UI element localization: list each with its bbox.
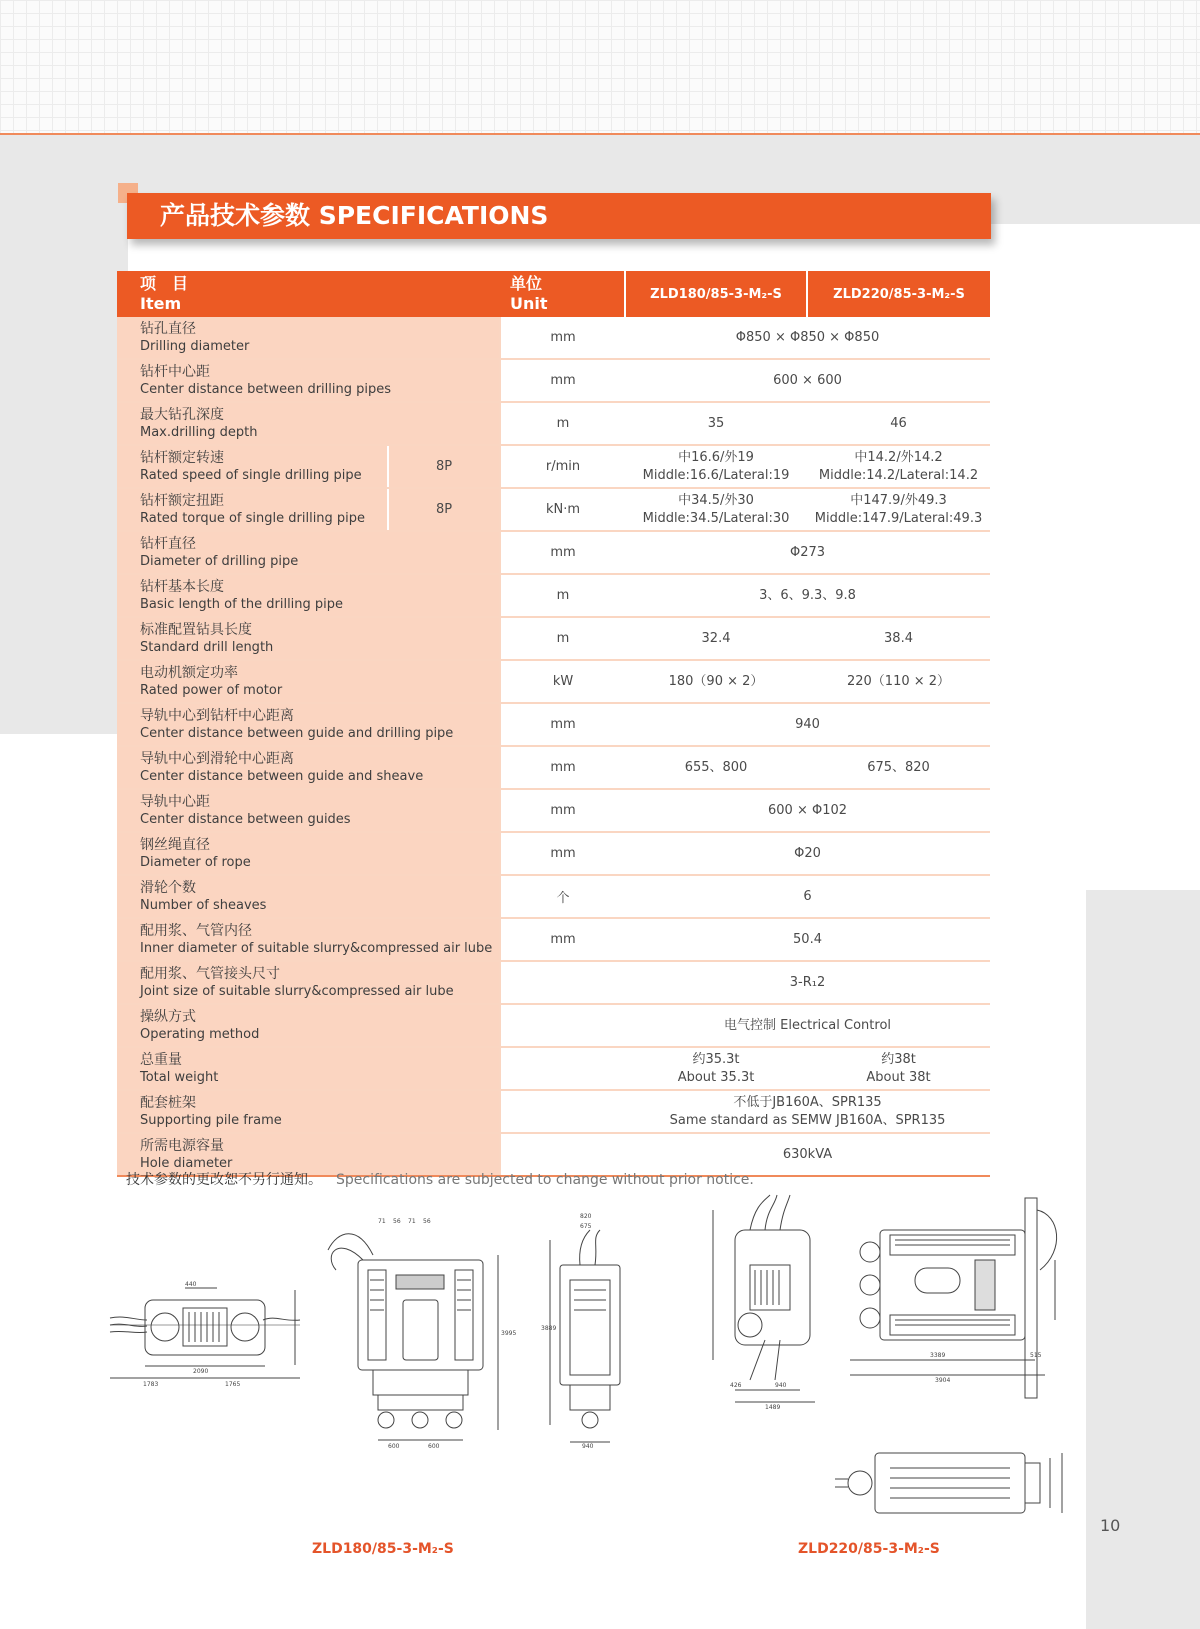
- row-unit: mm: [500, 317, 625, 359]
- row-value-line1: 中147.9/外49.3: [850, 492, 947, 508]
- row-label-cn: 所需电源容量: [140, 1137, 224, 1154]
- row-value-model-1: 32.4: [625, 617, 807, 660]
- drawing-zld180-front-view: [318, 1215, 517, 1455]
- row-value: 6: [625, 875, 990, 918]
- row-label: [117, 574, 500, 617]
- dim-d2-top-a: 71: [378, 1218, 386, 1225]
- row-unit: [500, 1090, 625, 1133]
- row-value: 940: [625, 703, 990, 746]
- dim-d2-side: 3995: [501, 1330, 517, 1337]
- row-label-cn: 最大钻孔深度: [140, 406, 224, 423]
- table-row: [117, 574, 990, 617]
- dim-d2-top-d: 56: [423, 1218, 431, 1225]
- row-value-model-2: [807, 488, 990, 531]
- table-row: [117, 1047, 990, 1090]
- row-unit: mm: [500, 359, 625, 402]
- row-value-model-2: 675、820: [807, 746, 990, 789]
- table-row: [117, 918, 990, 961]
- dim-d3-bottom: 940: [582, 1443, 594, 1450]
- caption-zld180: ZLD180/85-3-M₂-S: [312, 1541, 454, 1557]
- row-value: Φ850 × Φ850 × Φ850: [625, 317, 990, 359]
- row-value-model-1: [625, 1047, 807, 1090]
- row-label-en: Inner diameter of suitable slurry&compressed air lube: [140, 940, 493, 956]
- row-label: [117, 359, 500, 402]
- header-unit: [500, 271, 625, 317]
- row-value: 3-R₁2: [625, 961, 990, 1004]
- row-value-line1: 不低于JB160A、SPR135: [733, 1094, 882, 1110]
- row-unit: mm: [500, 832, 625, 875]
- row-label-cn: 配用浆、气管接头尺寸: [140, 965, 280, 982]
- row-label-cn: 配用浆、气管内径: [140, 922, 252, 939]
- row-label-cn: 总重量: [140, 1051, 182, 1068]
- row-label: [117, 1047, 500, 1090]
- row-unit: m: [500, 402, 625, 445]
- row-label-en: Operating method: [140, 1026, 260, 1042]
- row-value-model-1: 35: [625, 402, 807, 445]
- row-value-model-1: 655、800: [625, 746, 807, 789]
- row-value: 50.4: [625, 918, 990, 961]
- row-label-en: Joint size of suitable slurry&compressed air lube: [140, 983, 454, 999]
- row-label-en: Drilling diameter: [140, 338, 250, 354]
- table-row: [117, 789, 990, 832]
- row-label-cn: 钻杆额定扭距: [140, 492, 224, 509]
- row-value: 600 × Φ102: [625, 789, 990, 832]
- dim-d2-top-b: 56: [393, 1218, 401, 1225]
- row-unit: m: [500, 574, 625, 617]
- row-value-line2: About 35.3t: [677, 1069, 755, 1085]
- row-label-en: Diameter of rope: [140, 854, 251, 870]
- specifications-table: [117, 271, 990, 1177]
- section-title: 产品技术参数 SPECIFICATIONS: [127, 193, 991, 239]
- dim-d4-b: 940: [775, 1382, 787, 1389]
- row-label-cn: 钻杆额定转速: [140, 449, 224, 466]
- row-unit: m: [500, 617, 625, 660]
- dim-d5-a: 3389: [930, 1352, 946, 1359]
- dim-d2-bottom-a: 600: [388, 1443, 400, 1450]
- row-label-cn: 钻杆直径: [140, 535, 196, 552]
- table-row: [117, 402, 990, 445]
- row-label-en: Supporting pile frame: [140, 1112, 282, 1128]
- row-label-en: Rated speed of single drilling pipe: [140, 467, 362, 483]
- row-label-cn: 标准配置钻具长度: [140, 621, 252, 638]
- drawing-zld180-top-view: [105, 1270, 310, 1400]
- row-value-line1: 约38t: [881, 1051, 916, 1067]
- row-value: 电气控制 Electrical Control: [625, 1004, 990, 1047]
- row-unit: mm: [500, 918, 625, 961]
- row-label-en: Center distance between drilling pipes: [140, 381, 392, 397]
- grid-background: [0, 0, 1200, 133]
- row-value-model-1: [625, 488, 807, 531]
- row-unit: mm: [500, 703, 625, 746]
- row-label-en: Diameter of drilling pipe: [140, 553, 299, 569]
- row-label-en: Total weight: [140, 1069, 219, 1085]
- notice-cn: 技术参数的更改恕不另行通知。: [126, 1172, 322, 1188]
- row-label: [117, 660, 500, 703]
- header-unit-cn: 单位: [510, 274, 543, 293]
- row-value-model-2: 38.4: [807, 617, 990, 660]
- row-value: 3、6、9.3、9.8: [625, 574, 990, 617]
- dim-d1-bottom-a: 1783: [143, 1381, 159, 1388]
- caption-zld220: ZLD220/85-3-M₂-S: [798, 1541, 940, 1557]
- drawing-zld220-front-view: [835, 1190, 1065, 1415]
- table-row: [117, 1090, 990, 1133]
- row-label-en: Basic length of the drilling pipe: [140, 596, 344, 612]
- dim-d5-b: 515: [1030, 1352, 1042, 1359]
- row-value-line1: 中16.6/外19: [678, 449, 754, 465]
- row-value-line1: 约35.3t: [692, 1051, 740, 1067]
- dim-d2-top-c: 71: [408, 1218, 416, 1225]
- notice-en: Specifications are subjected to change without prior notice.: [336, 1172, 754, 1188]
- dim-d3-top: 820: [580, 1213, 592, 1220]
- row-unit: [500, 1004, 625, 1047]
- header-item-en: Item: [140, 294, 182, 313]
- header-model-1: ZLD180/85-3-M₂-S: [625, 271, 807, 317]
- row-label: [117, 875, 500, 918]
- row-value-model-1: 180（90 × 2）: [625, 660, 807, 703]
- header-item: [117, 271, 500, 317]
- header-unit-en: Unit: [510, 294, 548, 313]
- row-label-en: Center distance between guide and drilling pipe: [140, 725, 454, 741]
- row-value-line2: Middle:14.2/Lateral:14.2: [818, 467, 979, 483]
- row-label-cn: 钻杆基本长度: [140, 578, 224, 595]
- row-value-model-2: [807, 445, 990, 488]
- row-unit: [500, 961, 625, 1004]
- row-label: [117, 961, 500, 1004]
- row-unit: r/min: [500, 445, 625, 488]
- table-row: [117, 359, 990, 402]
- table-row: [117, 1004, 990, 1047]
- row-label: [117, 832, 500, 875]
- row-unit: mm: [500, 746, 625, 789]
- row-label-cn: 电动机额定功率: [140, 664, 238, 681]
- dim-d1-mid: 2090: [193, 1368, 209, 1375]
- row-label: [117, 617, 500, 660]
- dim-d3-side: 3889: [541, 1325, 557, 1332]
- table-row: [117, 617, 990, 660]
- row-label-cn: 导轨中心到滑轮中心距离: [140, 750, 294, 767]
- dim-d1-top: 440: [185, 1281, 197, 1288]
- row-label-cn: 操纵方式: [140, 1008, 196, 1025]
- page-number: 10: [1100, 1516, 1121, 1535]
- dim-d2-bottom-b: 600: [428, 1443, 440, 1450]
- drawing-zld220-side-view: [705, 1190, 835, 1410]
- row-label: [117, 1090, 500, 1133]
- table-row: [117, 531, 990, 574]
- table-row: [117, 488, 990, 531]
- row-value-model-1: [625, 445, 807, 488]
- row-label-cn: 导轨中心到钻杆中心距离: [140, 707, 294, 724]
- row-label: [117, 918, 500, 961]
- row-value-model-2: [807, 1047, 990, 1090]
- table-row: [117, 832, 990, 875]
- table-row: [117, 746, 990, 789]
- row-value-line2: Middle:16.6/Lateral:19: [642, 467, 790, 483]
- table-row: [117, 875, 990, 918]
- table-row: [117, 703, 990, 746]
- dim-d4-a: 426: [730, 1382, 742, 1389]
- row-label-en: Number of sheaves: [140, 897, 267, 913]
- table-row: [117, 660, 990, 703]
- row-label-cn: 钻孔直径: [140, 320, 196, 337]
- row-value-line2: Middle:34.5/Lateral:30: [642, 510, 790, 526]
- row-value-line2: Middle:147.9/Lateral:49.3: [814, 510, 983, 526]
- table-row: [117, 445, 990, 488]
- row-unit: kW: [500, 660, 625, 703]
- header-model-2: ZLD220/85-3-M₂-S: [807, 271, 990, 317]
- row-value: Φ273: [625, 531, 990, 574]
- row-value-line1: 中34.5/外30: [678, 492, 754, 508]
- table-row: [117, 317, 990, 359]
- row-unit: kN·m: [500, 488, 625, 531]
- row-label: [117, 402, 500, 445]
- table-row: [117, 961, 990, 1004]
- row-unit: mm: [500, 531, 625, 574]
- row-label-cn: 滑轮个数: [140, 879, 196, 896]
- row-value: 600 × 600: [625, 359, 990, 402]
- row-value-model-2: 46: [807, 402, 990, 445]
- row-label: [117, 1004, 500, 1047]
- row-label: [117, 317, 500, 359]
- row-label-en: Center distance between guides: [140, 811, 351, 827]
- row-label-cn: 钻杆中心距: [140, 363, 210, 380]
- row-value: [625, 1090, 990, 1133]
- row-label-en: Hole diameter: [140, 1155, 233, 1171]
- row-label-cn: 钢丝绳直径: [140, 836, 210, 853]
- row-note: 8P: [388, 445, 500, 488]
- dim-d3-top-b: 675: [580, 1223, 592, 1230]
- row-label: [117, 789, 500, 832]
- row-unit: 个: [500, 875, 625, 918]
- row-label: [117, 746, 500, 789]
- row-value: Φ20: [625, 832, 990, 875]
- row-label-en: Center distance between guide and sheave: [140, 768, 424, 784]
- row-value-line2: Same standard as SEMW JB160A、SPR135: [669, 1112, 946, 1128]
- row-label: [117, 531, 500, 574]
- row-value-model-2: 220（110 × 2）: [807, 660, 990, 703]
- row-unit: mm: [500, 789, 625, 832]
- row-value: 630kVA: [625, 1133, 990, 1176]
- dim-d4-c: 1489: [765, 1404, 781, 1411]
- row-label-en: Rated torque of single drilling pipe: [140, 510, 366, 526]
- notice: [126, 1169, 754, 1189]
- table-header-row: [117, 271, 990, 317]
- drawing-zld220-top-view: [830, 1443, 1070, 1528]
- row-note: 8P: [388, 488, 500, 531]
- row-unit: [500, 1047, 625, 1090]
- dim-d1-bottom-b: 1765: [225, 1381, 241, 1388]
- row-label-en: Max.drilling depth: [140, 424, 258, 440]
- gray-side-left: [0, 224, 128, 734]
- row-label: [117, 445, 388, 488]
- row-label-en: Standard drill length: [140, 639, 274, 655]
- row-label: [117, 488, 388, 531]
- row-label-cn: 导轨中心距: [140, 793, 210, 810]
- row-label-en: Rated power of motor: [140, 682, 283, 698]
- row-label: [117, 703, 500, 746]
- dim-d5-c: 3904: [935, 1377, 951, 1384]
- row-label-cn: 配套桩架: [140, 1094, 196, 1111]
- drawing-zld180-side-view: [540, 1210, 640, 1450]
- row-value-line1: 中14.2/外14.2: [854, 449, 943, 465]
- header-item-cn: 项 目: [140, 274, 189, 293]
- row-value-line2: About 38t: [866, 1069, 931, 1085]
